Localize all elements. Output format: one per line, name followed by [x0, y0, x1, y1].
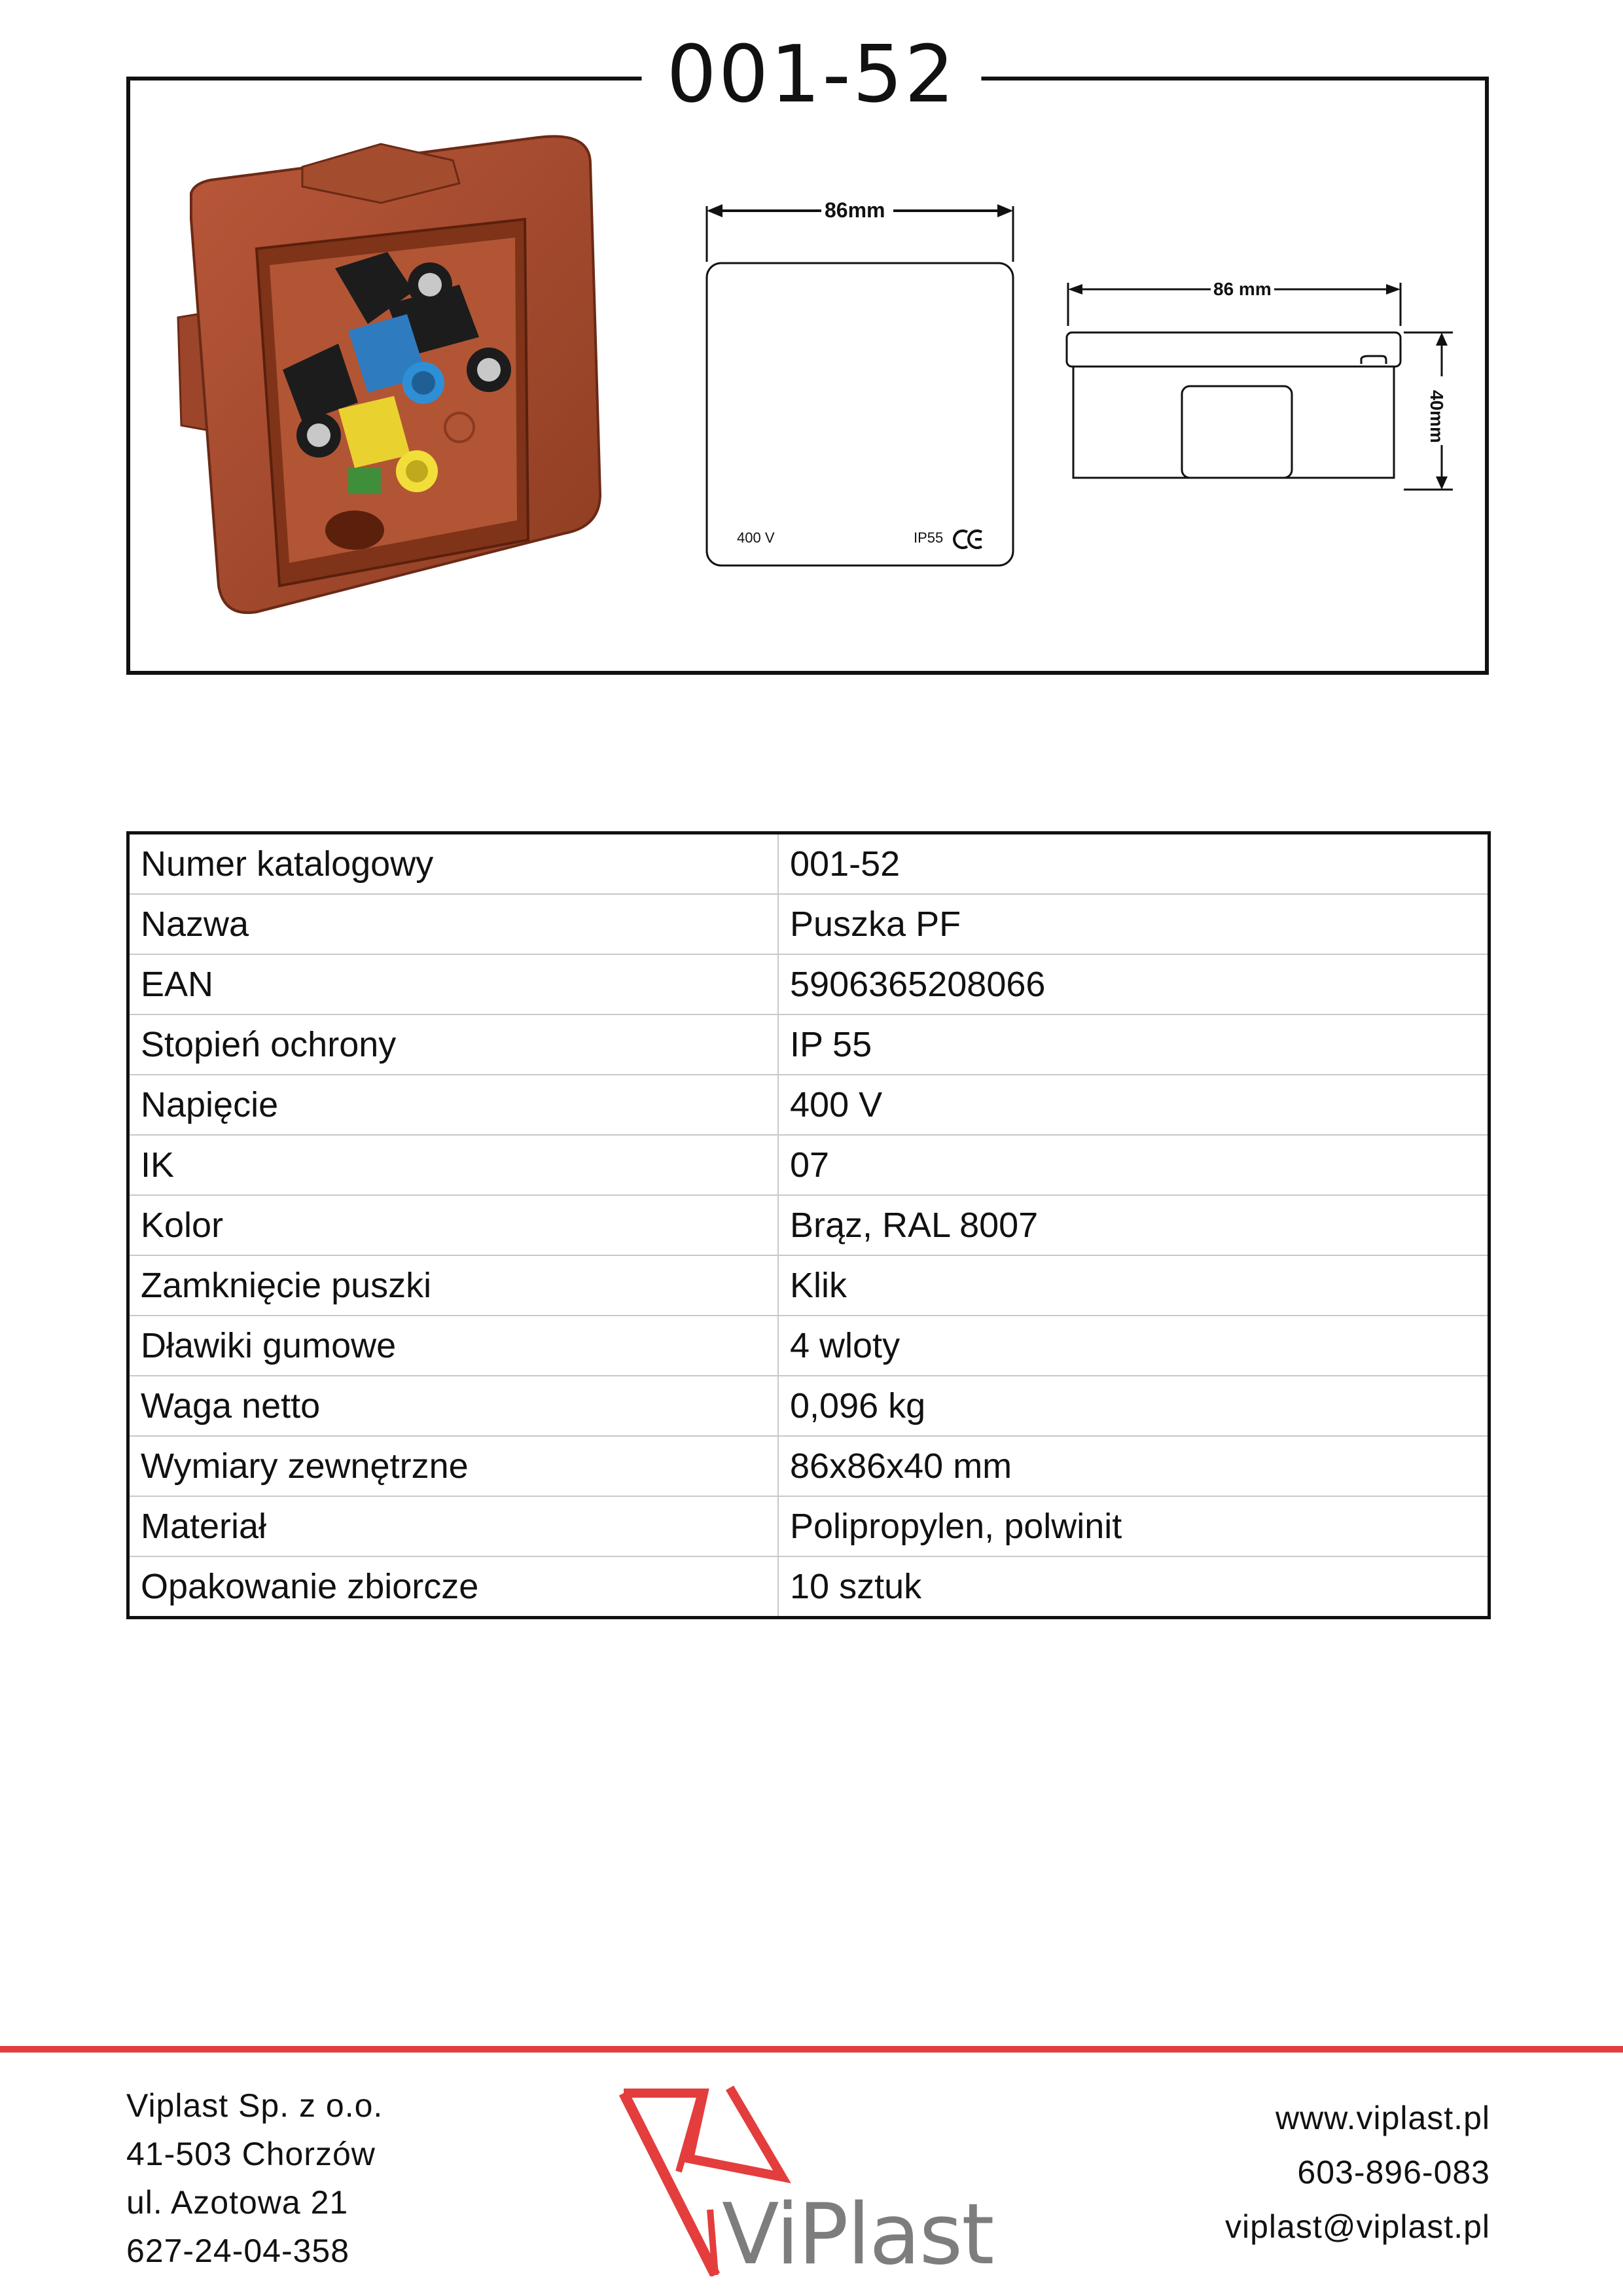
spec-row — [128, 894, 1489, 954]
spec-row — [128, 1376, 1489, 1436]
side-width-label: 86 mm — [1211, 278, 1274, 301]
spec-label: Napięcie — [128, 1075, 779, 1135]
spec-label: Opakowanie zbiorcze — [128, 1556, 779, 1618]
front-width-label: 86mm — [822, 196, 888, 224]
front-view-drawing — [694, 190, 1027, 569]
spec-label: Stopień ochrony — [128, 1014, 779, 1075]
spec-value: 86x86x40 mm — [778, 1436, 1489, 1496]
spec-row — [128, 1075, 1489, 1135]
voltage-marking: 400 V — [737, 529, 775, 546]
website-link[interactable]: www.viplast.pl — [1275, 2100, 1490, 2136]
postal-code-city: 41-503 Chorzów — [126, 2136, 376, 2172]
spec-value: 07 — [778, 1135, 1489, 1195]
spec-label: IK — [128, 1135, 779, 1195]
logo-wordmark: ViPlast — [722, 2186, 993, 2284]
company-address — [126, 2081, 383, 2275]
street-address: ul. Azotowa 21 — [126, 2184, 349, 2221]
spec-row — [128, 1195, 1489, 1255]
spec-row — [128, 1496, 1489, 1556]
spec-label: Wymiary zewnętrzne — [128, 1436, 779, 1496]
spec-label: Dławiki gumowe — [128, 1316, 779, 1376]
spec-value: 4 wloty — [778, 1316, 1489, 1376]
spec-value: 5906365208066 — [778, 954, 1489, 1014]
spec-value: Puszka PF — [778, 894, 1489, 954]
spec-value: 10 sztuk — [778, 1556, 1489, 1618]
mobile-phone: 603-896-083 — [1297, 2154, 1490, 2191]
spec-row — [128, 1255, 1489, 1316]
spec-label: EAN — [128, 954, 779, 1014]
spec-value: IP 55 — [778, 1014, 1489, 1075]
company-name: Viplast Sp. z o.o. — [126, 2087, 383, 2124]
spec-row — [128, 1135, 1489, 1195]
viplast-logo — [618, 2080, 998, 2284]
side-view-drawing — [1060, 275, 1466, 497]
spec-value: 0,096 kg — [778, 1376, 1489, 1436]
spec-table — [126, 831, 1491, 1619]
footer-accent-rule — [0, 2046, 1623, 2053]
spec-label: Kolor — [128, 1195, 779, 1255]
spec-value: Klik — [778, 1255, 1489, 1316]
spec-row — [128, 1316, 1489, 1376]
product-code-title: 001-52 — [641, 26, 981, 124]
spec-label: Nazwa — [128, 894, 779, 954]
spec-label: Materiał — [128, 1496, 779, 1556]
spec-label: Numer katalogowy — [128, 833, 779, 895]
spec-value: Brąz, RAL 8007 — [778, 1195, 1489, 1255]
side-height-label: 40mm — [1425, 390, 1448, 442]
spec-value: 001-52 — [790, 844, 901, 884]
office-phone: 627-24-04-358 — [126, 2233, 350, 2269]
email-link[interactable]: viplast@viplast.pl — [1224, 2208, 1490, 2245]
spec-row — [128, 1556, 1489, 1618]
spec-value: Polipropylen, polwinit — [778, 1496, 1489, 1556]
spec-row — [128, 1436, 1489, 1496]
company-contact — [1225, 2091, 1490, 2254]
spec-value: 400 V — [778, 1075, 1489, 1135]
spec-label: Zamknięcie puszki — [128, 1255, 779, 1316]
ip-marking: IP55 — [914, 529, 944, 546]
spec-row — [128, 954, 1489, 1014]
spec-row — [128, 833, 1489, 895]
junction-box-photo — [171, 128, 623, 622]
spec-label: Waga netto — [128, 1376, 779, 1436]
spec-row — [128, 1014, 1489, 1075]
